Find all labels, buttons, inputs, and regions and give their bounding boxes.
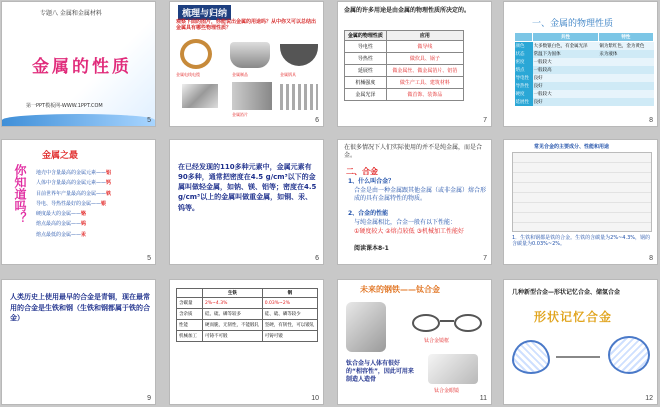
satellite-dish-left (512, 340, 550, 374)
slide-thumbnail-6[interactable] (169, 139, 324, 265)
table-cell: 硬度 (515, 90, 533, 98)
table-header (177, 289, 203, 298)
table-row (515, 42, 654, 51)
tools-image (232, 82, 272, 110)
cable-image (180, 39, 212, 69)
caption-1: 金属电线电缆 (176, 72, 200, 77)
slide-thumbnail-3[interactable] (337, 1, 492, 127)
slide-line-8: 阅读课本8-1 (354, 245, 389, 252)
table-cell (598, 74, 653, 82)
slide-number: 6 (315, 255, 319, 262)
table-cell: 大多数银白色，有金属光泽 (533, 42, 599, 51)
table-row (345, 77, 464, 89)
slide-number: 5 (147, 255, 151, 262)
list-item: 熔点最高的金属——钨 (36, 221, 87, 228)
table-cell: 一般较高 (533, 66, 599, 74)
table-cell: 颜色 (515, 42, 533, 51)
table-cell (598, 66, 653, 74)
pot-image (230, 42, 270, 68)
table-cell: 一般较大 (533, 58, 599, 66)
table-row (515, 98, 654, 106)
table-cell: 做金属丝、做金属箔片、铝箔 (386, 65, 463, 77)
table-header: 应用 (386, 31, 463, 41)
slide-number: 5 (147, 117, 151, 124)
wok-image (280, 44, 318, 66)
list-item: 地壳中含量最高的金属元素——铝 (36, 170, 112, 176)
slide-line-3: 1、什么叫合金？ (348, 178, 395, 185)
slide-text: 在已经发现的110多种元素中，金属元素有90多种，通常把密度在4.5 g/cm³以下的金属叫做轻金属，如钠、镁、铝等；密度在4.5 g/cm³以上的金属叫做重金属，如铜、汞、钨等。 (178, 163, 317, 212)
table-row (345, 89, 464, 101)
caption-2: 金属制品 (232, 72, 248, 77)
table-header: 特性 (598, 33, 653, 42)
table-cell (598, 98, 653, 106)
slide-thumbnail-1[interactable] (1, 1, 156, 127)
slide-line-6: 与纯金属相比，合金一般有以下性能： (354, 219, 457, 226)
table-row (177, 309, 318, 320)
table-cell: 0.03%~2% (262, 298, 317, 309)
table-cell: 汞为液体 (598, 50, 653, 58)
slide-number: 8 (649, 117, 653, 124)
table-cell: 可铸不可锻 (203, 331, 263, 342)
slide-line-7: ①硬度较大 ②熔点较低 ③机械加工性能好 (354, 228, 464, 235)
table-row (345, 65, 464, 77)
table-cell: 延展性 (345, 65, 387, 77)
table-cell: 延展性 (515, 98, 533, 106)
frame-image (428, 354, 478, 384)
slide-number: 8 (649, 255, 653, 262)
table-cell: 硅、硫、磷等较多 (203, 309, 263, 320)
table-cell: 做炊具、锅子 (386, 53, 463, 65)
slide-number: 6 (315, 117, 319, 124)
slide-title: 金属之最 (42, 151, 79, 161)
slide-line-5: 2、合金的性能 (348, 210, 389, 217)
slide-title: 未来的钢铁——钛合金 (360, 285, 440, 294)
arrow-icon (556, 356, 600, 358)
table-cell: 含杂质 (177, 309, 203, 320)
table-cell: 状态 (515, 50, 533, 58)
table-cell: 良好 (533, 74, 599, 82)
table-header: 共性 (533, 33, 599, 42)
table-cell: 导电性 (515, 74, 533, 82)
table-header: 生铁 (203, 289, 263, 298)
table-cell: 导热性 (515, 82, 533, 90)
table-row (515, 66, 654, 74)
table-cell (598, 58, 653, 66)
slide-header: 专题八 金属和金属材料 (40, 10, 102, 17)
table-row (177, 331, 318, 342)
foil-image (182, 84, 218, 108)
slide-number: 11 (479, 395, 487, 402)
properties-table (344, 30, 464, 101)
table-cell: 硅、硫、磷等较少 (262, 309, 317, 320)
table-cell: 含碳量 (177, 298, 203, 309)
table-cell: 性能 (177, 320, 203, 331)
spoons-image (280, 84, 318, 110)
slide-thumbnail-11[interactable] (337, 279, 492, 405)
caption-4: 金属箔片 (232, 112, 248, 117)
glasses-icon (412, 314, 482, 334)
slide-banner: 形状记忆合金 (534, 310, 613, 324)
slide-text: 人类历史上使用最早的合金是青铜，现在最常用的合金是生铁和钢（生铁和钢都属于铁的合金） (10, 293, 150, 322)
slide-caption: 钛合金与人体有很好的“相容性”，因此可用来制造人造骨 (346, 360, 414, 383)
table-cell: 做首饰、装饰品 (386, 89, 463, 101)
caption-3: 金属锅具 (280, 72, 296, 77)
slide-thumbnail-10[interactable] (169, 279, 324, 405)
table-cell: 可铸可锻 (262, 331, 317, 342)
physical-properties-table (514, 32, 654, 106)
table-cell: 良好 (533, 82, 599, 90)
table-cell: 机械强度 (345, 77, 387, 89)
slide-thumbnail-7[interactable] (337, 139, 492, 265)
table-cell: 机械加工 (177, 331, 203, 342)
slide-thumbnail-2[interactable] (169, 1, 324, 127)
frame-label: 钛合金眼镜 (434, 388, 460, 394)
slide-number: 12 (645, 395, 653, 402)
list-item: 熔点最低的金属——汞 (36, 231, 87, 238)
slide-number: 10 (311, 395, 319, 402)
list-item: 导电、导热性最好的金属——银 (36, 200, 107, 207)
table-header (515, 33, 533, 42)
section-heading: 二、合金 (346, 167, 378, 176)
table-cell: 导热性 (345, 53, 387, 65)
table-row (515, 90, 654, 98)
bone-image (346, 302, 386, 352)
slide-thumbnail-8[interactable] (503, 139, 658, 265)
alloy-table-placeholder (512, 152, 652, 232)
table-cell: 导电性 (345, 41, 387, 53)
slide-number: 9 (147, 395, 151, 402)
list-item: 目前世界年产量最高的金属——铁 (36, 190, 112, 197)
table-row (515, 58, 654, 66)
facts-list (36, 170, 152, 238)
slide-intro: 金属的许多用途是由金属的物理性质所决定的。 (344, 7, 471, 14)
table-cell: 熔点 (515, 66, 533, 74)
table-header: 钢 (262, 289, 317, 298)
slide-number: 7 (483, 255, 487, 262)
table-row (177, 298, 318, 309)
slide-thumbnail-12[interactable] (503, 279, 658, 405)
slide-title: 几种新型合金—形状记忆合金、储氢合金 (512, 289, 621, 296)
iron-steel-table (176, 288, 318, 342)
table-row (345, 53, 464, 65)
side-question: 你知道吗？ (13, 164, 27, 224)
table-header: 金属的物理性质 (345, 31, 387, 41)
table-row (515, 74, 654, 82)
slide-line-1: 在很多情况下人们实际使用的并不是纯金属，而是合金。 (344, 144, 483, 159)
slide-prompt: 观察下面的图片，你能说出金属的用途吗？从中你又可以总结出金属具有哪些物理性质？ (176, 19, 317, 32)
table-cell: 做导线 (386, 41, 463, 53)
table-cell: 铜为紫红色，金为黄色 (598, 42, 653, 51)
slide-thumbnail-9[interactable] (1, 279, 156, 405)
table-row (515, 50, 654, 58)
table-row (345, 41, 464, 53)
table-cell: 常温下为固体 (533, 50, 599, 58)
table-cell (598, 82, 653, 90)
blue-wave-decoration (2, 114, 155, 126)
table-cell: 一般较大 (533, 90, 599, 98)
table-cell: 坚硬，有韧性，可以锻轧 (262, 320, 317, 331)
glasses-label: 钛合金镜框 (424, 338, 450, 344)
slide-heading: 梳理与归纳 (178, 5, 231, 20)
slide-title: 金属的性质 (32, 57, 132, 77)
satellite-dish-right (608, 336, 650, 374)
list-item: 硬度最大的金属——铬 (36, 211, 87, 217)
slide-footer: 第一PPT模板网-WWW.1PPT.COM (26, 103, 103, 109)
table-cell: 2%~4.3% (203, 298, 263, 309)
slide-number: 7 (483, 117, 487, 124)
table-cell (598, 90, 653, 98)
table-cell: 硬而脆，无韧性，不能锻轧 (203, 320, 263, 331)
table-cell: 密度 (515, 58, 533, 66)
slide-line-4: 合金是由一种金属跟其他金属（或非金属）熔合形成的具有金属特性的物质。 (354, 187, 487, 202)
slide-header: 常见合金的主要成分、性能和用途 (534, 144, 610, 150)
table-cell: 金属光泽 (345, 89, 387, 101)
slide-title: 一、金属的物理性质 (532, 19, 614, 29)
slide-thumbnail-4[interactable] (503, 1, 658, 127)
table-row (515, 82, 654, 90)
slide-thumbnail-5[interactable] (1, 139, 156, 265)
table-cell: 良好 (533, 98, 599, 106)
list-item: 人体中含量最高的金属元素——钙 (36, 180, 112, 187)
slide-caption: 1．生铁和钢都是铁的合金。生铁的含碳量为2%~4.3%，钢的含碳量为0.03%~2%。 (512, 235, 651, 248)
table-row (177, 320, 318, 331)
table-cell: 做生产工具、建筑材料 (386, 77, 463, 89)
